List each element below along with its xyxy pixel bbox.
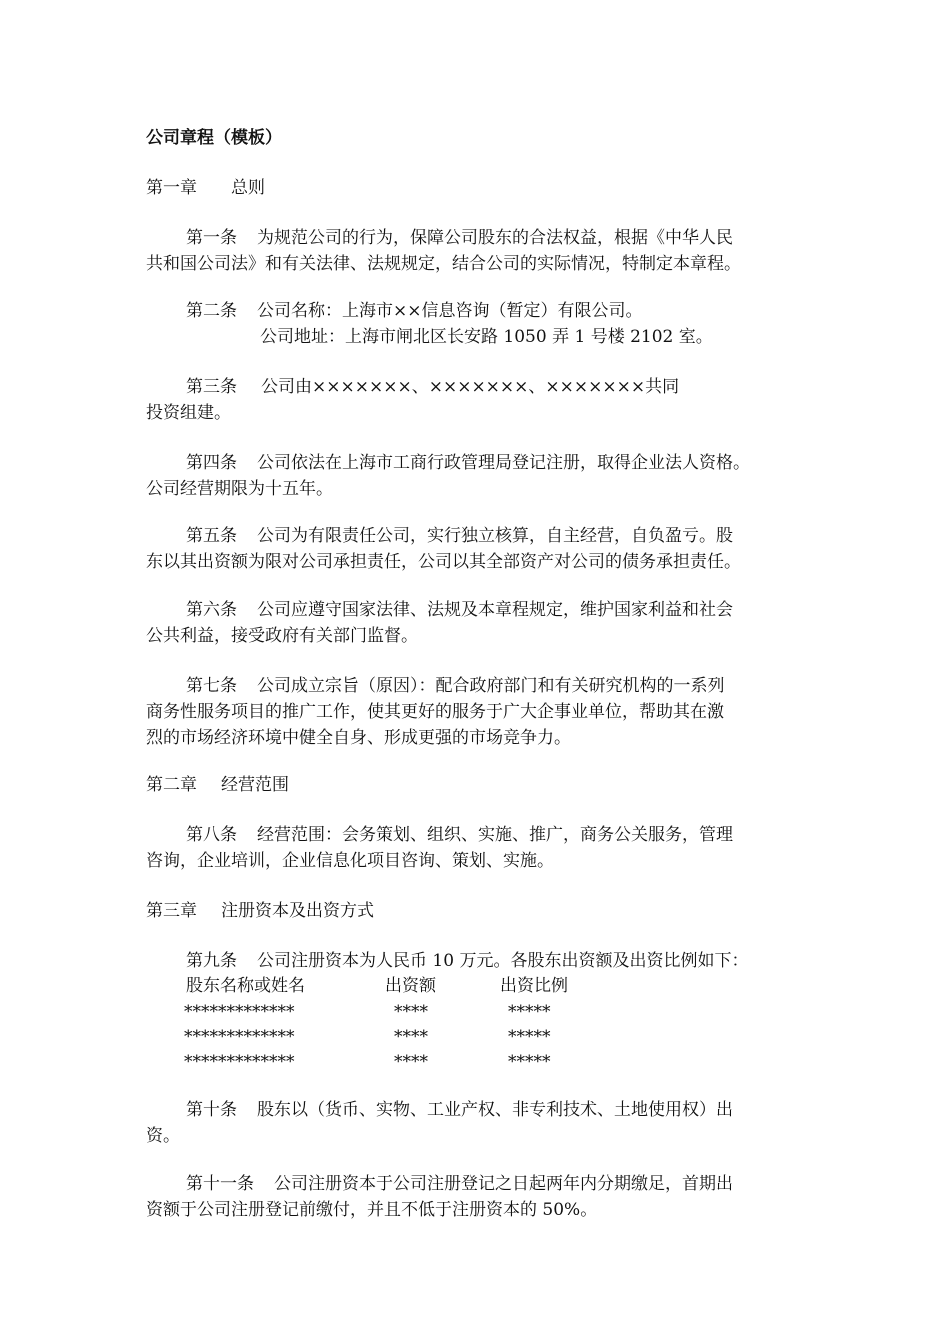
- table-cell: *****: [508, 1052, 551, 1072]
- article-text: 公共利益，接受政府有关部门监督。: [146, 626, 418, 646]
- article-text: 公司注册资本于公司注册登记之日起两年内分期缴足，首期出: [274, 1174, 733, 1194]
- table-row: [0, 1050, 950, 1074]
- chapter-label: 第二章: [146, 775, 197, 795]
- article-line: [186, 598, 733, 622]
- table-cell: *****: [508, 1027, 551, 1047]
- article-label: 第七条: [186, 676, 237, 696]
- article-text: 烈的市场经济环境中健全自身、形成更强的市场竞争力。: [146, 728, 571, 748]
- article-label: 第八条: [186, 825, 237, 845]
- article-text: 东以其出资额为限对公司承担责任，公司以其全部资产对公司的债务承担责任。: [146, 552, 741, 572]
- article-text: 资。: [146, 1126, 180, 1146]
- article-line: [186, 674, 725, 698]
- chapter-heading: [146, 773, 289, 797]
- article-text: 资额于公司注册登记前缴付，并且不低于注册资本的 50%。: [146, 1200, 598, 1220]
- table-cell: *************: [184, 1002, 295, 1022]
- article-line: [186, 451, 750, 475]
- article-line: [186, 226, 733, 250]
- table-cell: *************: [184, 1052, 295, 1072]
- chapter-name: 总则: [231, 178, 265, 198]
- document-title: 公司章程（模板）: [146, 128, 282, 148]
- article-text: 投资组建。: [146, 403, 231, 423]
- table-cell: *************: [184, 1027, 295, 1047]
- table-cell: ****: [394, 1002, 428, 1022]
- article-text: 公司经营期限为十五年。: [146, 479, 333, 499]
- article-text: 经营范围：会务策划、组织、实施、推广，商务公关服务，管理: [257, 825, 733, 845]
- article-line: [186, 1172, 733, 1196]
- article-text: 公司地址：上海市闸北区长安路 1050 弄 1 号楼 2102 室。: [260, 327, 713, 347]
- table-row: [0, 1000, 950, 1024]
- article-line: [186, 949, 748, 973]
- article-label: 第十一条: [186, 1174, 254, 1194]
- table-header: 股东名称或姓名: [186, 976, 305, 996]
- article-label: 第二条: [186, 301, 237, 321]
- chapter-label: 第三章: [146, 901, 197, 921]
- article-line: [186, 524, 733, 548]
- article-text: 股东以（货币、实物、工业产权、非专利技术、土地使用权）出: [257, 1100, 733, 1120]
- article-label: 第六条: [186, 600, 237, 620]
- table-cell: ****: [394, 1027, 428, 1047]
- article-text: 咨询，企业培训，企业信息化项目咨询、策划、实施。: [146, 851, 554, 871]
- table-header-row: [0, 974, 950, 998]
- table-cell: ****: [394, 1052, 428, 1072]
- table-header: 出资额: [385, 976, 436, 996]
- article-text: 为规范公司的行为，保障公司股东的合法权益，根据《中华人民: [257, 228, 733, 248]
- chapter-heading: [146, 176, 265, 200]
- article-text: 公司由×××××××、×××××××、×××××××共同: [261, 377, 680, 397]
- article-label: 第四条: [186, 453, 237, 473]
- article-text: 公司为有限责任公司，实行独立核算，自主经营，自负盈亏。股: [257, 526, 733, 546]
- article-label: 第五条: [186, 526, 237, 546]
- article-line: [186, 1098, 733, 1122]
- article-label: 第十条: [186, 1100, 237, 1120]
- article-line: [186, 375, 679, 399]
- article-line: [186, 299, 643, 323]
- article-label: 第一条: [186, 228, 237, 248]
- article-text: 公司名称：上海市××信息咨询（暂定）有限公司。: [257, 301, 643, 321]
- article-text: 公司依法在上海市工商行政管理局登记注册，取得企业法人资格。: [257, 453, 750, 473]
- chapter-name: 注册资本及出资方式: [221, 901, 374, 921]
- table-header: 出资比例: [500, 976, 568, 996]
- article-text: 共和国公司法》和有关法律、法规规定，结合公司的实际情况，特制定本章程。: [146, 254, 741, 274]
- article-line: [186, 823, 733, 847]
- chapter-heading: [146, 899, 374, 923]
- article-text: 商务性服务项目的推广工作，使其更好的服务于广大企事业单位，帮助其在激: [146, 702, 724, 722]
- article-text: 公司应遵守国家法律、法规及本章程规定，维护国家利益和社会: [257, 600, 733, 620]
- article-label: 第九条: [186, 951, 237, 971]
- table-row: [0, 1025, 950, 1049]
- table-cell: *****: [508, 1002, 551, 1022]
- chapter-label: 第一章: [146, 178, 197, 198]
- article-text: 公司成立宗旨（原因）：配合政府部门和有关研究机构的一系列: [257, 676, 725, 696]
- chapter-name: 经营范围: [221, 775, 289, 795]
- article-text: 公司注册资本为人民币 10 万元。各股东出资额及出资比例如下：: [257, 951, 749, 971]
- article-label: 第三条: [186, 377, 237, 397]
